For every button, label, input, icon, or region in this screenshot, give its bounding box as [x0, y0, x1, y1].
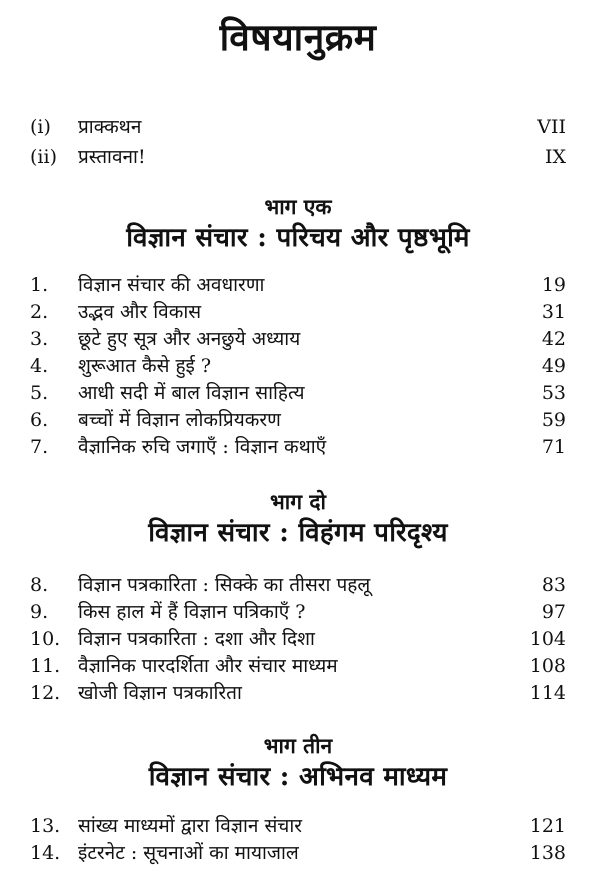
entry-number: (ii) [30, 146, 57, 168]
entry-title: प्रस्तावना! [78, 146, 146, 168]
entry-page-number: IX [544, 146, 566, 168]
page-title: विषयानुक्रम [219, 15, 377, 59]
section-part-three [30, 733, 566, 867]
entry-page-number: 42 [541, 328, 566, 350]
part-title: विज्ञान संचार : अभिनव माध्यम [148, 762, 448, 792]
entry-title: इंटरनेट : सूचनाओं का मायाजाल [78, 842, 299, 864]
entry-list [30, 572, 566, 707]
entry-title: खोजी विज्ञान पत्रकारिता [78, 682, 242, 704]
entry-number: 9. [30, 601, 49, 623]
section-part-one [30, 194, 566, 461]
entry-page-number: 59 [541, 409, 566, 431]
section-part-two [30, 489, 566, 707]
entry-page-number: 83 [541, 574, 566, 596]
entry-list [30, 272, 566, 461]
entry-page-number: 104 [529, 628, 566, 650]
entry-number: 1. [30, 274, 49, 296]
toc-row [30, 326, 566, 353]
entry-title: शुरूआत कैसे हुई ? [78, 355, 212, 377]
part-title: विज्ञान संचार : परिचय और पृष्ठभूमि [126, 223, 470, 253]
toc-row [30, 653, 566, 680]
toc-row [30, 572, 566, 599]
toc-row [30, 299, 566, 326]
part-label: भाग एक [264, 194, 332, 219]
toc-row [30, 407, 566, 434]
entry-number: 3. [30, 328, 49, 350]
toc-row [30, 680, 566, 707]
entry-page-number: 53 [541, 382, 566, 404]
entry-number: 5. [30, 382, 49, 404]
toc-row [30, 434, 566, 461]
entry-number: (i) [30, 116, 51, 138]
toc-row [30, 599, 566, 626]
toc-row [30, 380, 566, 407]
part-header [30, 489, 566, 550]
toc-row [30, 813, 566, 840]
entry-number: 14. [30, 842, 61, 864]
entry-page-number: 71 [541, 436, 566, 458]
entry-number: 4. [30, 355, 49, 377]
entry-title: उद्भव और विकास [78, 301, 202, 323]
entry-number: 11. [30, 655, 61, 677]
toc-row [30, 272, 566, 299]
entry-page-number: 49 [541, 355, 566, 377]
front-matter-list [30, 112, 566, 172]
part-label: भाग दो [270, 489, 326, 514]
entry-title: वैज्ञानिक रुचि जगाएँ : विज्ञान कथाएँ [78, 436, 327, 458]
entry-page-number: 31 [541, 301, 566, 323]
entry-number: 10. [30, 628, 61, 650]
part-label: भाग तीन [263, 733, 333, 758]
entry-title: विज्ञान संचार की अवधारणा [78, 274, 265, 296]
entry-title: बच्चों में विज्ञान लोकप्रियकरण [78, 409, 281, 431]
part-header [30, 733, 566, 794]
entry-list [30, 813, 566, 867]
entry-page-number: 138 [529, 842, 566, 864]
entry-page-number: 114 [529, 682, 566, 704]
entry-title: सांख्य माध्यमों द्वारा विज्ञान संचार [78, 815, 303, 837]
entry-title: प्राक्कथन [78, 116, 142, 138]
entry-number: 6. [30, 409, 49, 431]
entry-page-number: 121 [529, 815, 566, 837]
toc-row [30, 626, 566, 653]
entry-number: 8. [30, 574, 49, 596]
entry-title: आधी सदी में बाल विज्ञान साहित्य [78, 382, 305, 404]
toc-row [30, 112, 566, 142]
entry-title: विज्ञान पत्रकारिता : सिक्के का तीसरा पहलू [78, 574, 371, 596]
entry-page-number: 19 [541, 274, 566, 296]
entry-page-number: 97 [541, 601, 566, 623]
entry-title: किस हाल में हैं विज्ञान पत्रिकाएँ ? [78, 601, 306, 623]
entry-page-number: VII [537, 116, 566, 138]
entry-number: 7. [30, 436, 49, 458]
entry-page-number: 108 [529, 655, 566, 677]
entry-number: 12. [30, 682, 61, 704]
entry-number: 2. [30, 301, 49, 323]
toc-row [30, 840, 566, 867]
part-header [30, 194, 566, 255]
part-title: विज्ञान संचार : विहंगम परिदृश्य [148, 518, 448, 548]
entry-title: छूटे हुए सूत्र और अनछुये अध्याय [78, 328, 301, 350]
entry-title: वैज्ञानिक पारदर्शिता और संचार माध्यम [78, 655, 338, 677]
toc-row [30, 142, 566, 172]
entry-title: विज्ञान पत्रकारिता : दशा और दिशा [78, 628, 315, 650]
entry-number: 13. [30, 815, 61, 837]
toc-row [30, 353, 566, 380]
